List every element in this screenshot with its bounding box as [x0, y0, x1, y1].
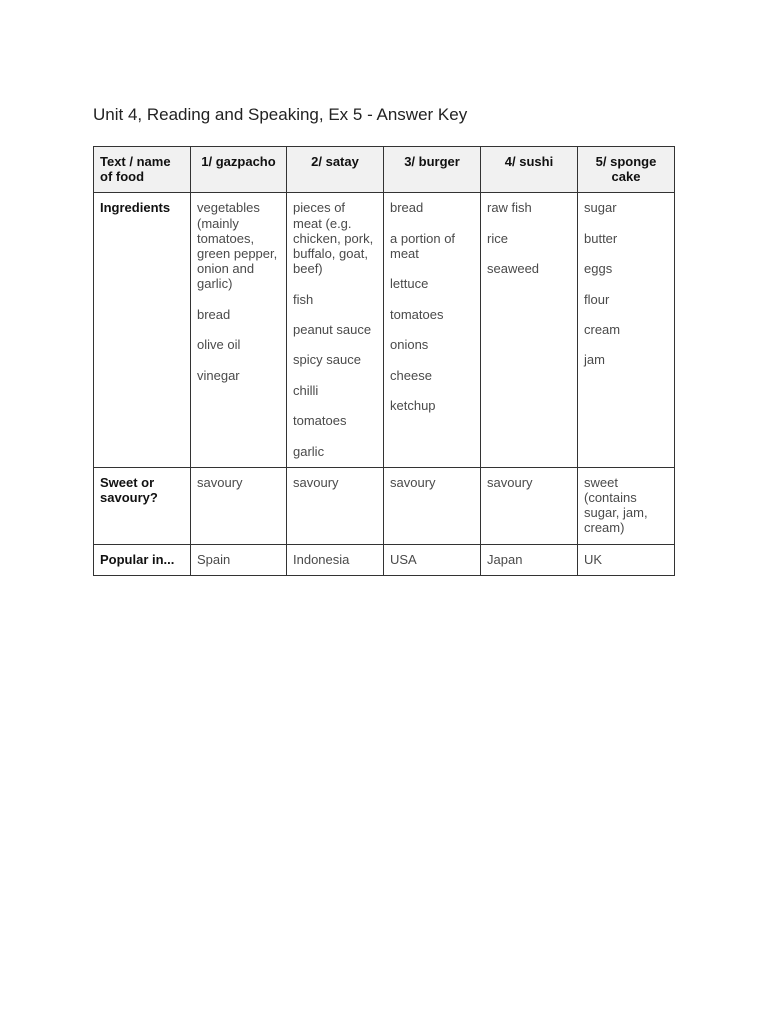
ingredient-item: butter [584, 230, 618, 246]
ingredient-item: chilli [293, 382, 319, 398]
page-title: Unit 4, Reading and Speaking, Ex 5 - Answer Key [93, 105, 468, 124]
ingredient-item: flour [584, 291, 610, 307]
header-cell-satay: 2/ satay [287, 147, 384, 193]
ingredient-item: vinegar [197, 367, 240, 383]
popular-burger-cell: USA [384, 544, 481, 575]
ingredients-list [390, 200, 474, 413]
ingredient-item: sugar [584, 200, 617, 216]
taste-row [94, 467, 675, 544]
row-label-ingredients: Ingredients [94, 193, 191, 467]
ingredient-item: eggs [584, 261, 613, 277]
ingredients-satay-cell [287, 193, 384, 467]
header-cell-sponge-cake: 5/ sponge cake [578, 147, 675, 193]
row-label-sweet-or-savoury: Sweet or savoury? [94, 467, 191, 544]
ingredient-item: lettuce [390, 276, 429, 292]
ingredient-item: cheese [390, 367, 432, 383]
ingredient-item: onions [390, 337, 429, 353]
ingredient-item: peanut sauce [293, 322, 372, 337]
ingredients-sushi-cell [481, 193, 578, 467]
taste-satay-cell: savoury [287, 467, 384, 544]
table-header-row [94, 147, 675, 193]
taste-burger-cell: savoury [384, 467, 481, 544]
ingredient-item: bread [390, 200, 424, 216]
ingredient-item: ketchup [390, 397, 436, 413]
popular-sushi-cell: Japan [481, 544, 578, 575]
taste-sponge-cake-cell: sweet (contains sugar, jam, cream) [578, 467, 675, 544]
taste-sushi-cell: savoury [481, 467, 578, 544]
ingredients-list [487, 200, 571, 276]
ingredient-item: jam [584, 352, 605, 368]
ingredient-item: pieces of meat (e.g. chicken, pork, buffalo, goat, beef) [293, 200, 374, 277]
header-cell-gazpacho: 1/ gazpacho [191, 147, 287, 193]
ingredients-gazpacho-cell [191, 193, 287, 467]
popular-row [94, 544, 675, 575]
ingredient-item: bread [197, 306, 231, 322]
answer-key-table [93, 146, 675, 576]
ingredients-row [94, 193, 675, 467]
popular-sponge-cake-cell: UK [578, 544, 675, 575]
ingredient-item: tomatoes [390, 306, 444, 322]
ingredients-burger-cell [384, 193, 481, 467]
ingredients-sponge-cake-cell [578, 193, 675, 467]
popular-satay-cell: Indonesia [287, 544, 384, 575]
ingredient-item: cream [584, 321, 621, 337]
popular-gazpacho-cell: Spain [191, 544, 287, 575]
ingredient-item: seaweed [487, 261, 540, 277]
ingredient-item: a portion of meat [390, 230, 456, 261]
header-cell-text-name: Text / name of food [94, 147, 191, 193]
ingredient-item: tomatoes [293, 413, 347, 429]
ingredient-item: raw fish [487, 200, 532, 216]
row-label-popular-in: Popular in... [94, 544, 191, 575]
ingredients-list [293, 200, 377, 458]
ingredient-item: olive oil [197, 337, 241, 353]
header-cell-burger: 3/ burger [384, 147, 481, 193]
taste-gazpacho-cell: savoury [191, 467, 287, 544]
ingredient-item: garlic [293, 443, 325, 459]
header-cell-sushi: 4/ sushi [481, 147, 578, 193]
ingredient-item: fish [293, 291, 314, 307]
ingredient-item: spicy sauce [293, 352, 361, 368]
ingredients-list [197, 200, 280, 382]
ingredients-list [584, 200, 668, 367]
ingredient-item: vegetables (mainly tomatoes, green pepper, onion and garlic) [197, 200, 278, 292]
ingredient-item: rice [487, 230, 508, 246]
